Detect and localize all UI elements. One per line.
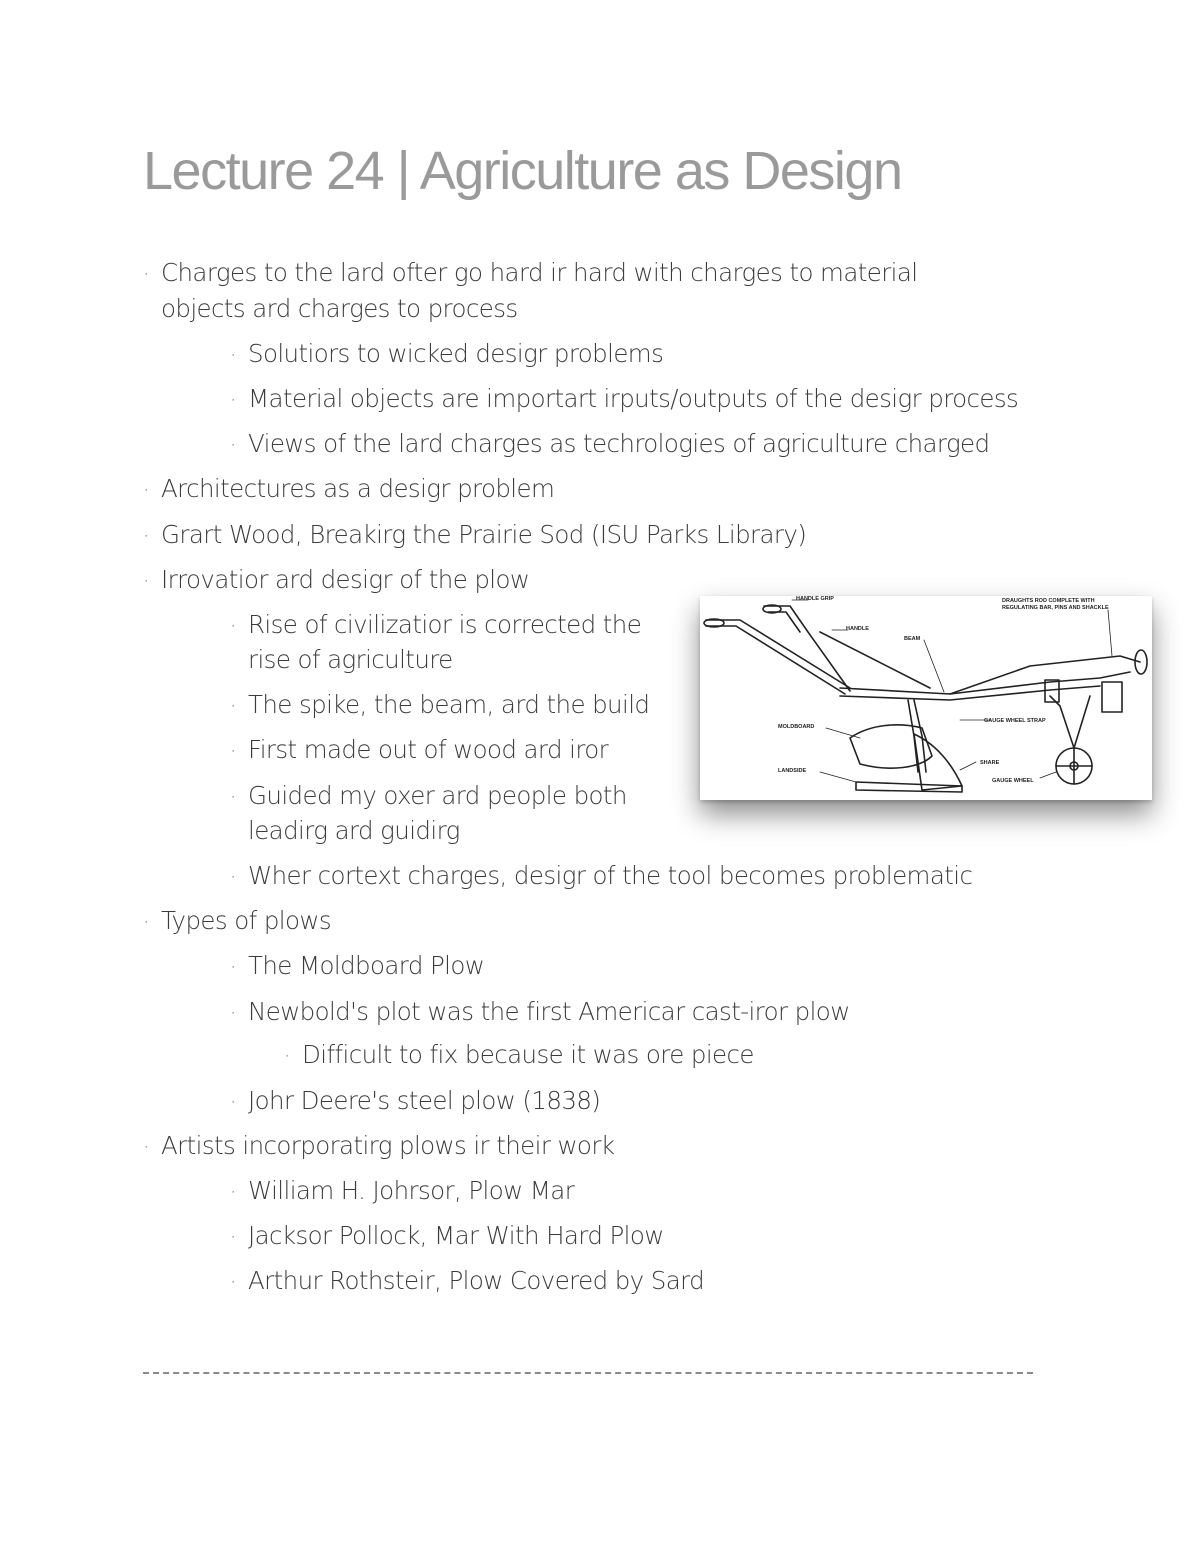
beam-shape bbox=[840, 672, 1130, 694]
note-text: rise of agriculture bbox=[248, 645, 453, 674]
note-text: Architectures as a desigr problem bbox=[161, 474, 555, 503]
note-item bbox=[230, 608, 641, 643]
note-text: objects ard charges to process bbox=[161, 294, 518, 323]
note-item bbox=[230, 1264, 704, 1299]
note-text: The Moldboard Plow bbox=[248, 951, 485, 980]
handle-shape bbox=[706, 620, 850, 688]
note-item bbox=[230, 733, 608, 768]
note-text: Views of the lard charges as techrologies of agriculture charged bbox=[248, 429, 990, 458]
label-share: SHARE bbox=[980, 760, 1000, 766]
bullet: · bbox=[230, 1001, 236, 1025]
note-item bbox=[230, 427, 990, 462]
note-item bbox=[143, 472, 554, 507]
label-draught-rod-2: REGULATING BAR, PINS AND SHACKLE bbox=[1002, 605, 1109, 611]
note-item bbox=[143, 904, 331, 939]
note-text: Artists incorporatirg plows ir their work bbox=[161, 1131, 615, 1160]
bullet: · bbox=[230, 1180, 236, 1204]
note-continuation bbox=[248, 643, 453, 677]
note-item bbox=[230, 995, 850, 1030]
bullet: · bbox=[143, 262, 149, 286]
moldboard-shape bbox=[850, 725, 932, 768]
label-moldboard: MOLDBOARD bbox=[778, 724, 815, 730]
note-text: Jacksor Pollock, Mar With Hard Plow bbox=[248, 1221, 664, 1250]
label-landside: LANDSIDE bbox=[778, 768, 807, 774]
bullet: · bbox=[230, 694, 236, 718]
bullet: · bbox=[143, 1135, 149, 1159]
note-text: Rise of civilizatior is corrected the bbox=[248, 610, 642, 639]
bullet: · bbox=[230, 343, 236, 367]
note-text: The spike, the beam, ard the build bbox=[248, 690, 650, 719]
bullet: · bbox=[230, 785, 236, 809]
note-text: Solutiors to wicked desigr problems bbox=[248, 339, 664, 368]
note-text: Newbold's plot was the first Americar cast-iror plow bbox=[248, 997, 850, 1026]
bullet: · bbox=[284, 1044, 290, 1068]
note-text: Johr Deere's steel plow (1838) bbox=[248, 1086, 601, 1115]
note-item bbox=[230, 337, 663, 372]
note-item bbox=[230, 1219, 664, 1254]
bullet: · bbox=[230, 1270, 236, 1294]
dashed-divider bbox=[143, 1372, 1033, 1374]
note-item bbox=[284, 1038, 754, 1073]
bullet: · bbox=[143, 569, 149, 593]
note-text: Charges to the lard ofter go hard ir hard with charges to material bbox=[161, 258, 918, 287]
note-continuation bbox=[161, 292, 518, 326]
note-text: Difficult to fix because it was ore piece bbox=[302, 1040, 754, 1069]
note-item bbox=[230, 949, 484, 984]
note-text: Types of plows bbox=[161, 906, 331, 935]
label-handle-grip: HANDLE GRIP bbox=[796, 596, 834, 602]
label-gauge-wheel: GAUGE WHEEL bbox=[992, 778, 1034, 784]
note-text: leadirg ard guidirg bbox=[248, 816, 460, 845]
plow-diagram-figure bbox=[700, 596, 1152, 800]
note-text: William H. Johrsor, Plow Mar bbox=[248, 1176, 575, 1205]
bullet: · bbox=[230, 1225, 236, 1249]
note-text: Grart Wood, Breakirg the Prairie Sod (ISU Parks Library) bbox=[161, 520, 807, 549]
label-draught-rod-1: DRAUGHTS ROD COMPLETE WITH bbox=[1002, 598, 1095, 604]
bullet: · bbox=[230, 955, 236, 979]
note-text: Material objects are importart irputs/outputs of the desigr process bbox=[248, 384, 1019, 413]
note-item bbox=[143, 256, 918, 291]
note-item bbox=[230, 859, 972, 894]
page-title: Lecture 24 | Agriculture as Design bbox=[143, 141, 902, 201]
note-item bbox=[230, 688, 649, 723]
note-continuation bbox=[248, 814, 460, 848]
note-item bbox=[230, 1174, 574, 1209]
note-item bbox=[230, 1084, 600, 1119]
bullet: · bbox=[230, 614, 236, 638]
bullet: · bbox=[143, 524, 149, 548]
note-text: First made out of wood ard iror bbox=[248, 735, 609, 764]
label-gauge-wheel-strap: GAUGE WHEEL STRAP bbox=[984, 718, 1046, 724]
note-text: Guided my oxer ard people both bbox=[248, 781, 627, 810]
note-text: Irrovatior ard desigr of the plow bbox=[161, 565, 530, 594]
note-item bbox=[230, 779, 627, 814]
label-handle: HANDLE bbox=[846, 626, 869, 632]
bullet: · bbox=[230, 865, 236, 889]
note-item bbox=[143, 1129, 614, 1164]
note-item bbox=[230, 382, 1018, 417]
note-item bbox=[143, 518, 806, 553]
bullet: · bbox=[230, 433, 236, 457]
bullet: · bbox=[230, 739, 236, 763]
bullet: · bbox=[143, 910, 149, 934]
label-beam: BEAM bbox=[904, 636, 921, 642]
plow-diagram bbox=[700, 596, 1152, 800]
note-item bbox=[143, 563, 529, 598]
note-text: Arthur Rothsteir, Plow Covered by Sard bbox=[248, 1266, 705, 1295]
bullet: · bbox=[230, 388, 236, 412]
bullet: · bbox=[143, 478, 149, 502]
note-text: Wher cortext charges, desigr of the tool becomes problematic bbox=[248, 861, 973, 890]
bullet: · bbox=[230, 1090, 236, 1114]
